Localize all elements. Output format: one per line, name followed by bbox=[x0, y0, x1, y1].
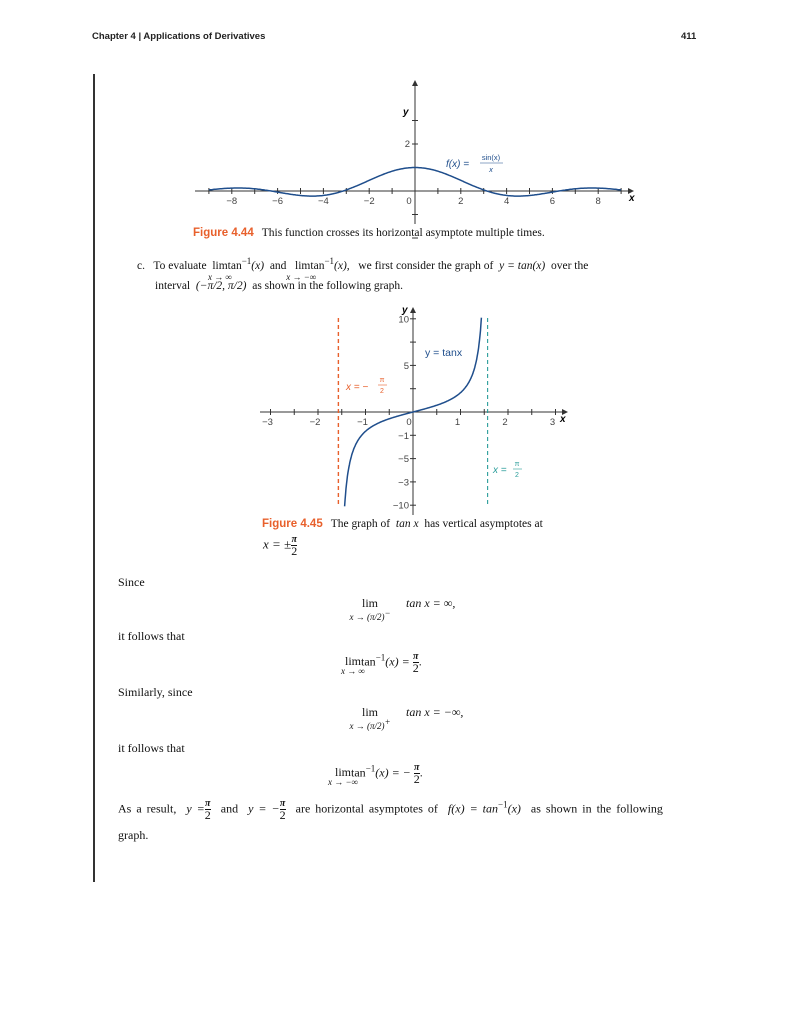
y-tick-label: 10 bbox=[398, 314, 409, 326]
pi-over-2: $\frac{\pi}{2}$ bbox=[412, 651, 419, 675]
part-c-line2 bbox=[155, 280, 403, 292]
caption-text: The graph of bbox=[330, 518, 391, 530]
curve-label: y = tanx bbox=[425, 347, 463, 359]
text: we first consider the graph of bbox=[358, 259, 494, 272]
limit-expression: lim x → −∞ bbox=[286, 259, 317, 282]
inverse-exponent: −1 bbox=[324, 256, 335, 266]
x-axis-label: x bbox=[560, 414, 566, 425]
pi: π bbox=[514, 461, 520, 468]
y-axis-label: y bbox=[402, 305, 408, 316]
text: over the bbox=[550, 259, 589, 272]
x-tick-label: −8 bbox=[226, 196, 238, 207]
pi-over-2 bbox=[291, 535, 297, 556]
argument: (x) bbox=[251, 259, 265, 272]
x-tick-label: 2 bbox=[502, 417, 508, 428]
argument: (x), bbox=[334, 259, 350, 272]
equation: x = ± bbox=[263, 536, 292, 552]
interval: (−π/2, π/2) bbox=[195, 280, 247, 292]
x-tick-label: 8 bbox=[595, 196, 601, 207]
function-label: f(x) = bbox=[446, 159, 470, 170]
pi: π bbox=[379, 377, 385, 384]
caption-equation bbox=[263, 535, 297, 556]
x-tick-label: −2 bbox=[363, 196, 375, 207]
limit-subscript: x → ∞ bbox=[208, 271, 232, 282]
text-since: Since bbox=[118, 575, 145, 589]
two: 2 bbox=[515, 472, 519, 479]
caption-text: This function crosses its horizontal asymptote multiple times. bbox=[261, 227, 545, 239]
x-tick-label: −4 bbox=[317, 196, 329, 207]
list-marker: c. bbox=[137, 259, 145, 272]
text: interval bbox=[155, 280, 191, 292]
equation-3 bbox=[340, 705, 464, 731]
caption-text: has vertical asymptotes at bbox=[424, 518, 543, 530]
figure-number: Figure 4.44 bbox=[193, 227, 254, 239]
figure-4-44-graph bbox=[0, 0, 791, 240]
limit-expression: lim x → ∞ bbox=[208, 259, 232, 282]
equation-4: lim x → −∞ $\tan^{-1}(x)$ = − $\frac{\pi}{2}$ . bbox=[328, 762, 423, 788]
limit-subscript: x → (π/2)+ bbox=[349, 717, 391, 731]
tan: tan bbox=[310, 259, 325, 272]
limit-subscript: x → ∞ bbox=[341, 666, 365, 677]
x-tick-label: 0 bbox=[406, 196, 412, 207]
limit bbox=[340, 596, 400, 622]
page-number: 411 bbox=[681, 31, 697, 42]
limit: lim x → −∞ bbox=[328, 765, 358, 788]
text-follows: it follows that bbox=[118, 629, 185, 643]
limit-subscript: x → −∞ bbox=[328, 777, 358, 788]
figure-number: Figure 4.45 bbox=[262, 518, 323, 530]
expression: tan x = −∞, bbox=[406, 705, 464, 719]
text-similarly: Similarly, since bbox=[118, 685, 193, 699]
equation-1 bbox=[340, 596, 456, 622]
text: and bbox=[269, 259, 287, 272]
running-header-chapter: Chapter 4 | Applications of Derivatives bbox=[92, 31, 266, 42]
x-tick-label: −1 bbox=[357, 417, 368, 428]
pi-over-2: $\frac{\pi}{2}$ bbox=[204, 798, 211, 822]
y-axis-arrow bbox=[410, 307, 416, 313]
fraction-numerator: sin(x) bbox=[481, 153, 501, 162]
x-tick-label: 4 bbox=[503, 196, 510, 207]
y-axis-arrow bbox=[412, 80, 418, 86]
y-tick-label: −10 bbox=[392, 500, 409, 512]
equation: y = tan(x) bbox=[499, 259, 546, 272]
x-tick-label: 3 bbox=[549, 417, 556, 428]
text: as shown in the following graph. bbox=[252, 280, 403, 292]
x-tick-label: 2 bbox=[458, 196, 464, 207]
text-follows: it follows that bbox=[118, 741, 185, 755]
x-tick-label: 6 bbox=[549, 196, 556, 207]
figure-4-45-graph bbox=[0, 300, 791, 520]
text: To evaluate bbox=[153, 259, 207, 272]
tan: tan bbox=[227, 259, 242, 272]
pi-over-2: $\frac{\pi}{2}$ bbox=[279, 798, 286, 822]
expression: tan x = ∞, bbox=[406, 596, 456, 610]
x-tick-label: 1 bbox=[454, 417, 461, 428]
limit: lim x → ∞ bbox=[341, 654, 365, 677]
x-tick-label: −6 bbox=[272, 196, 284, 207]
y-axis-label: y bbox=[403, 107, 409, 118]
equation-2: lim x → ∞ $\tan^{-1}(x)$ = $\frac{\pi}{2}$ . bbox=[341, 651, 422, 677]
figure-4-45-caption bbox=[262, 518, 543, 530]
y-tick-label: −3 bbox=[398, 477, 409, 489]
pi-over-2: $\frac{\pi}{2}$ bbox=[413, 762, 420, 786]
lim: lim bbox=[361, 596, 378, 610]
y-tick-label: 5 bbox=[403, 360, 409, 372]
text-graph: graph. bbox=[118, 828, 149, 842]
x-tick-label: 0 bbox=[406, 417, 412, 428]
x-tick-label: −2 bbox=[309, 417, 321, 428]
figure-4-44-caption bbox=[193, 227, 545, 239]
limit-subscript: x → (π/2)− bbox=[349, 608, 391, 622]
limit-subscript: x → −∞ bbox=[286, 271, 317, 282]
x-axis-label: x bbox=[629, 193, 635, 204]
numerator: π bbox=[291, 534, 297, 545]
left-asymptote-label: x = − bbox=[346, 382, 369, 393]
y-tick-label: 2 bbox=[404, 139, 410, 150]
limit: lim x → (π/2)+ bbox=[349, 705, 391, 731]
result-paragraph: As a result, y = $\frac{\pi}{2}$ and y = − $\frac{\pi}{2}$ are horizontal asymptotes of $f(x) = \tan^{-1}(x)$ as shown in the following bbox=[118, 798, 663, 822]
y-tick-label: −5 bbox=[398, 454, 409, 466]
denominator: 2 bbox=[291, 544, 298, 558]
part-c-paragraph bbox=[137, 256, 589, 282]
y-tick-label: −1 bbox=[398, 430, 409, 442]
right-asymptote-label: x = bbox=[493, 465, 507, 476]
x-tick-label: −3 bbox=[262, 417, 273, 428]
fraction-denominator: x bbox=[489, 165, 493, 174]
inverse-exponent: −1 bbox=[241, 256, 252, 266]
two: 2 bbox=[380, 388, 384, 395]
tan-x: tan x bbox=[395, 518, 419, 530]
